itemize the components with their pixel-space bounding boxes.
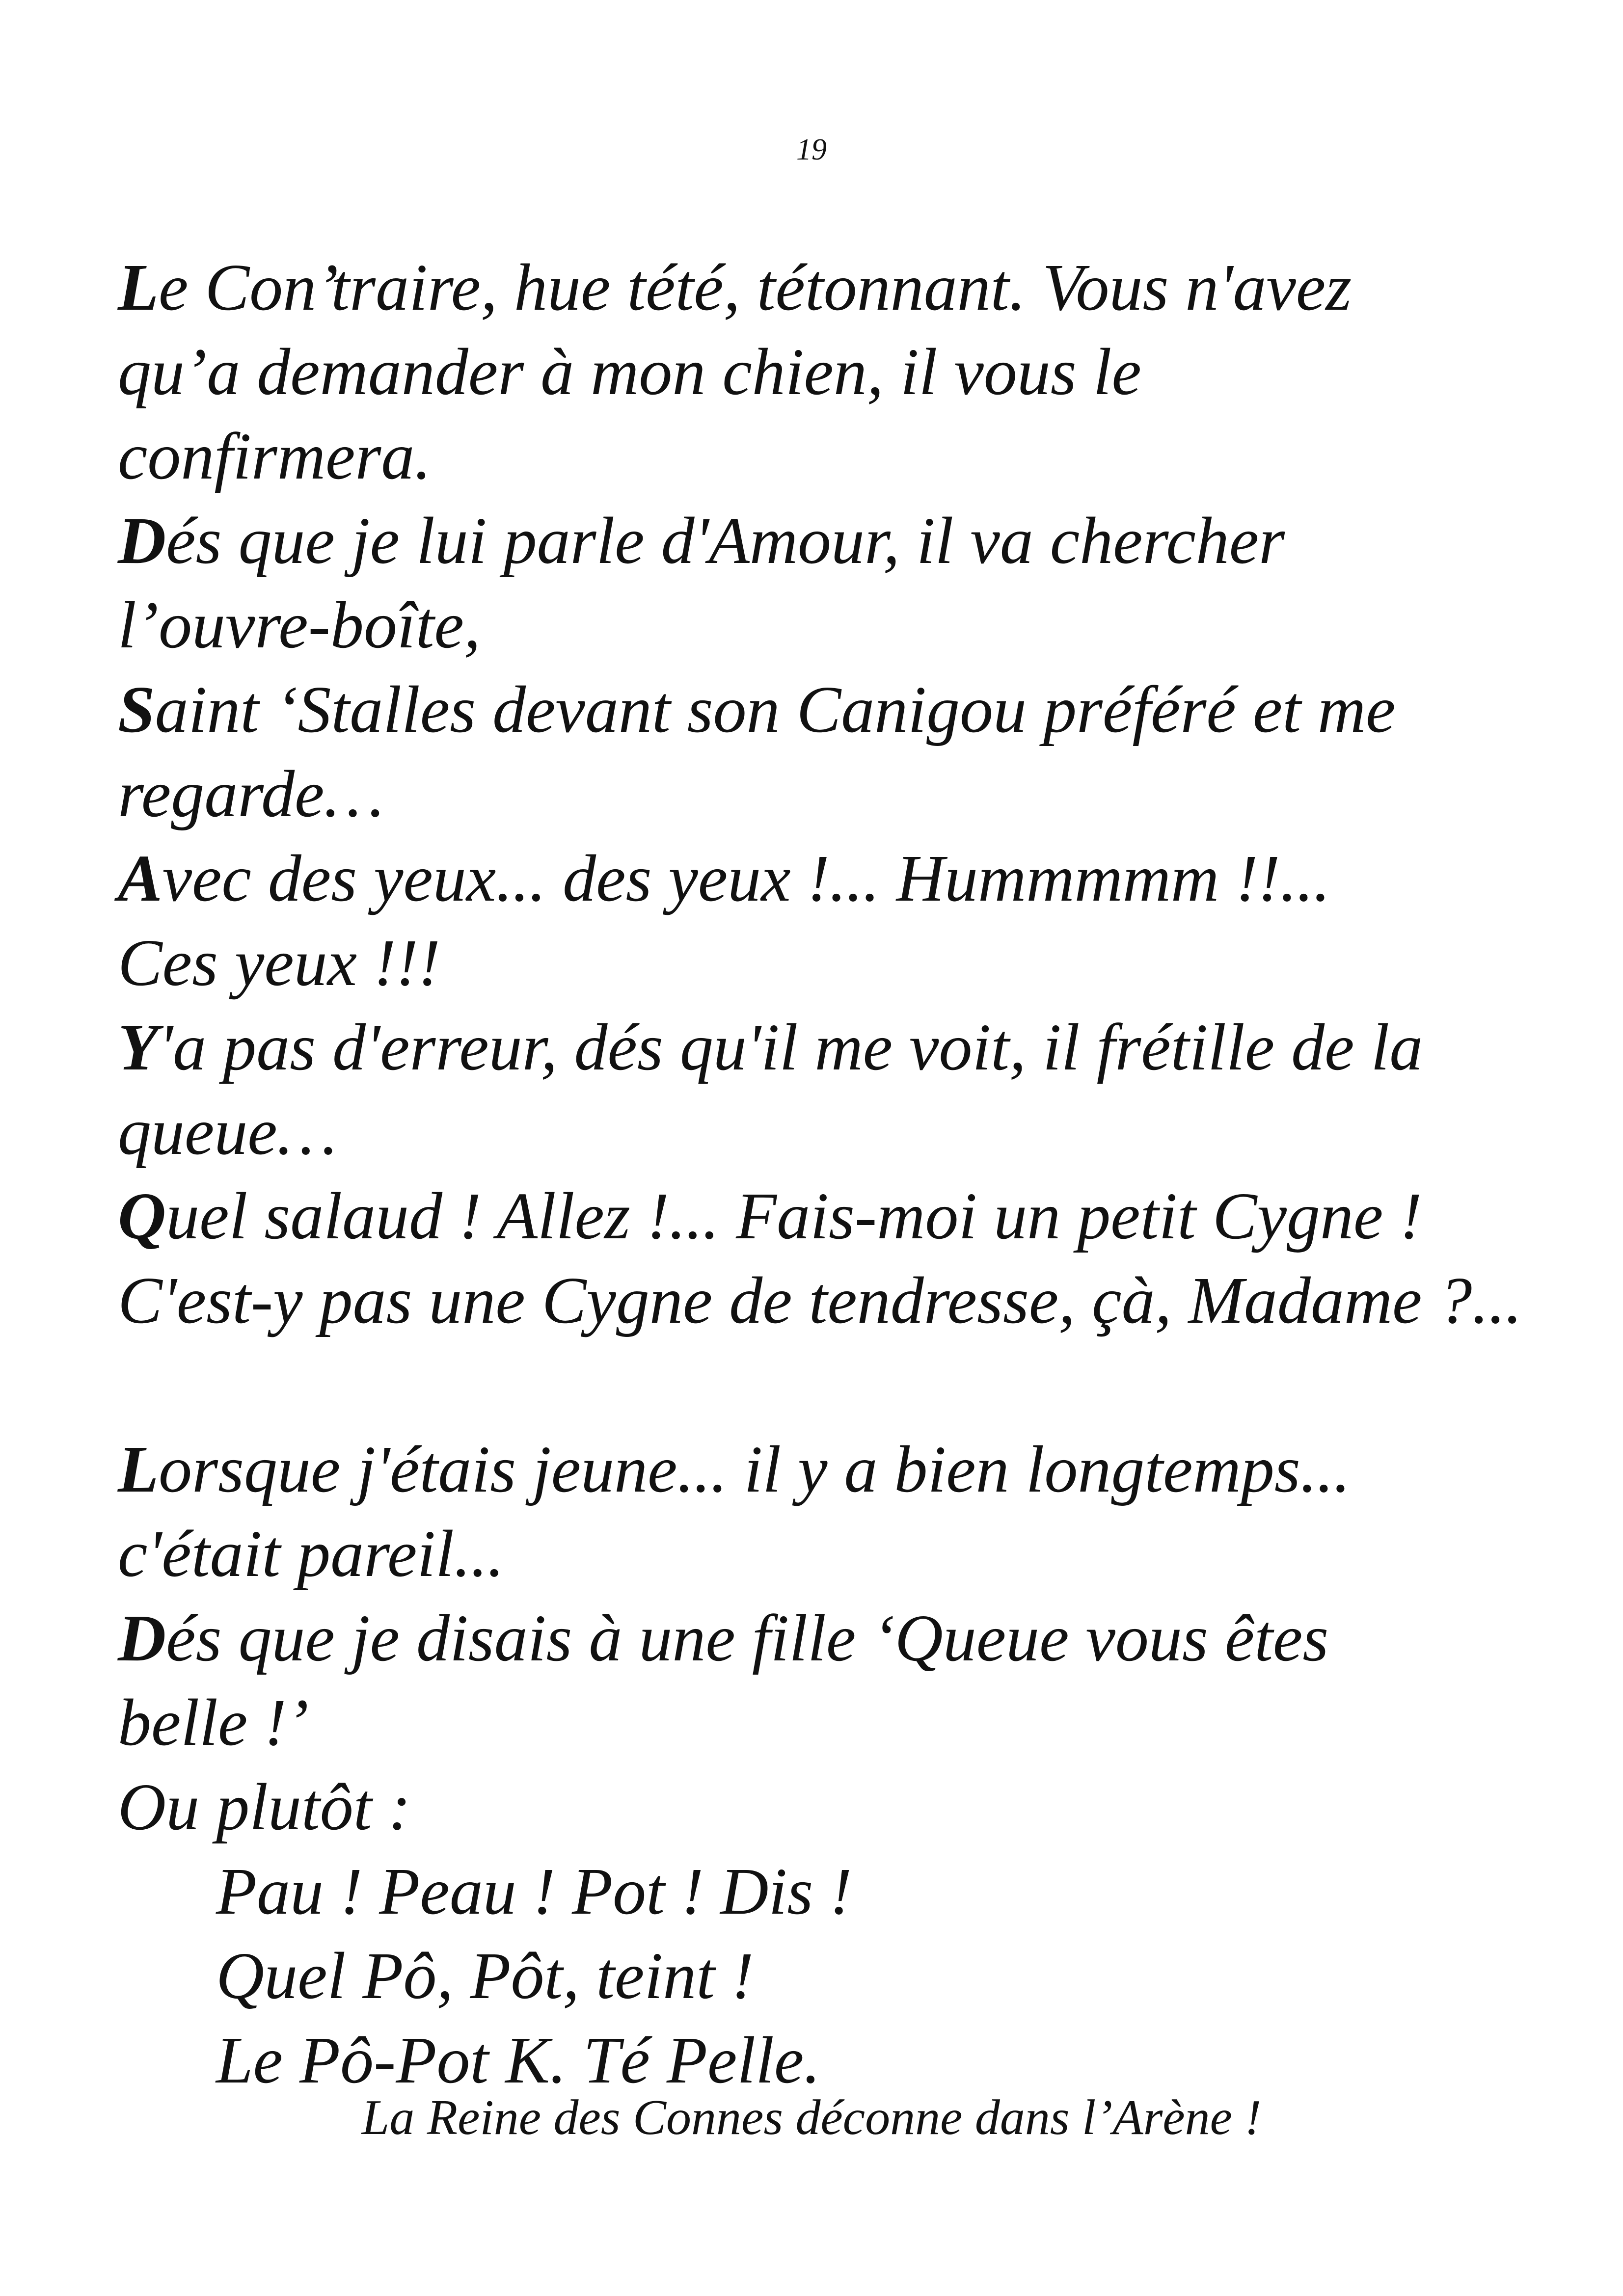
line-text: C'est-y pas une Cygne de tendresse, çà, Madame ?... xyxy=(118,1264,1522,1337)
drop-initial: L xyxy=(118,1433,159,1506)
line-text: confirmera. xyxy=(118,420,432,493)
text-line xyxy=(118,330,1571,414)
drop-initial: A xyxy=(118,842,162,915)
line-text: l’ouvre-boîte, xyxy=(118,588,481,662)
drop-initial: Q xyxy=(118,1179,166,1253)
line-text: regarde… xyxy=(118,757,384,831)
text-line xyxy=(118,245,1571,330)
indented-verse-line: Le Pô-Pot K. Té Pelle. xyxy=(216,2024,821,2097)
line-text: e Con’traire, hue tété, tétonnant. Vous n'avez xyxy=(159,251,1352,324)
drop-initial: D xyxy=(118,504,166,578)
text-line xyxy=(118,1427,1571,1512)
drop-initial: Y xyxy=(118,1011,159,1084)
line-text: Ces yeux !!! xyxy=(118,926,440,1000)
text-line xyxy=(118,1005,1571,1090)
indented-verse-line: Quel Pô, Pôt, teint ! xyxy=(216,1939,754,2013)
line-text: orsque j'étais jeune... il y a bien longtemps... xyxy=(159,1433,1351,1506)
text-line xyxy=(118,499,1571,583)
line-text: és que je lui parle d'Amour, il va chercher xyxy=(166,504,1285,578)
text-line xyxy=(118,667,1571,752)
line-text: vec des yeux... des yeux !... Hummmmm !!... xyxy=(162,842,1330,915)
drop-initial: D xyxy=(118,1602,166,1675)
line-text: belle !’ xyxy=(118,1686,309,1760)
line-text: queue… xyxy=(118,1095,337,1169)
line-text: és que je disais à une fille ‘Queue vous êtes xyxy=(166,1602,1329,1675)
line-text: Ou plutôt : xyxy=(118,1770,411,1844)
page-footer: La Reine des Connes déconne dans l’Arène ! xyxy=(361,2090,1262,2145)
drop-initial: L xyxy=(118,251,159,324)
text-line xyxy=(118,1681,1571,1765)
line-text: qu’a demander à mon chien, il vous le xyxy=(118,335,1141,409)
text-line xyxy=(118,1765,1571,1849)
line-text: c'était pareil... xyxy=(118,1517,504,1591)
page-number: 19 xyxy=(796,133,827,166)
text-line xyxy=(118,1596,1571,1681)
text-line xyxy=(118,414,1571,499)
text-line xyxy=(118,1174,1571,1258)
text-line xyxy=(118,583,1571,667)
text-line xyxy=(118,836,1571,921)
drop-initial: S xyxy=(118,673,155,747)
text-body xyxy=(118,245,1571,2103)
line-text: uel salaud ! Allez !... Fais-moi un petit Cygne ! xyxy=(166,1179,1422,1253)
stanza-break xyxy=(118,1343,1571,1427)
text-line xyxy=(118,921,1571,1005)
indented-verse-line: Pau ! Peau ! Pot ! Dis ! xyxy=(216,1855,852,1928)
text-line xyxy=(118,752,1571,836)
line-text: 'a pas d'erreur, dés qu'il me voit, il frétille de la xyxy=(159,1011,1423,1084)
text-line xyxy=(118,1512,1571,1596)
text-line xyxy=(118,1090,1571,1174)
text-line xyxy=(118,1258,1571,1343)
line-text: aint ‘Stalles devant son Canigou préféré et me xyxy=(155,673,1396,747)
